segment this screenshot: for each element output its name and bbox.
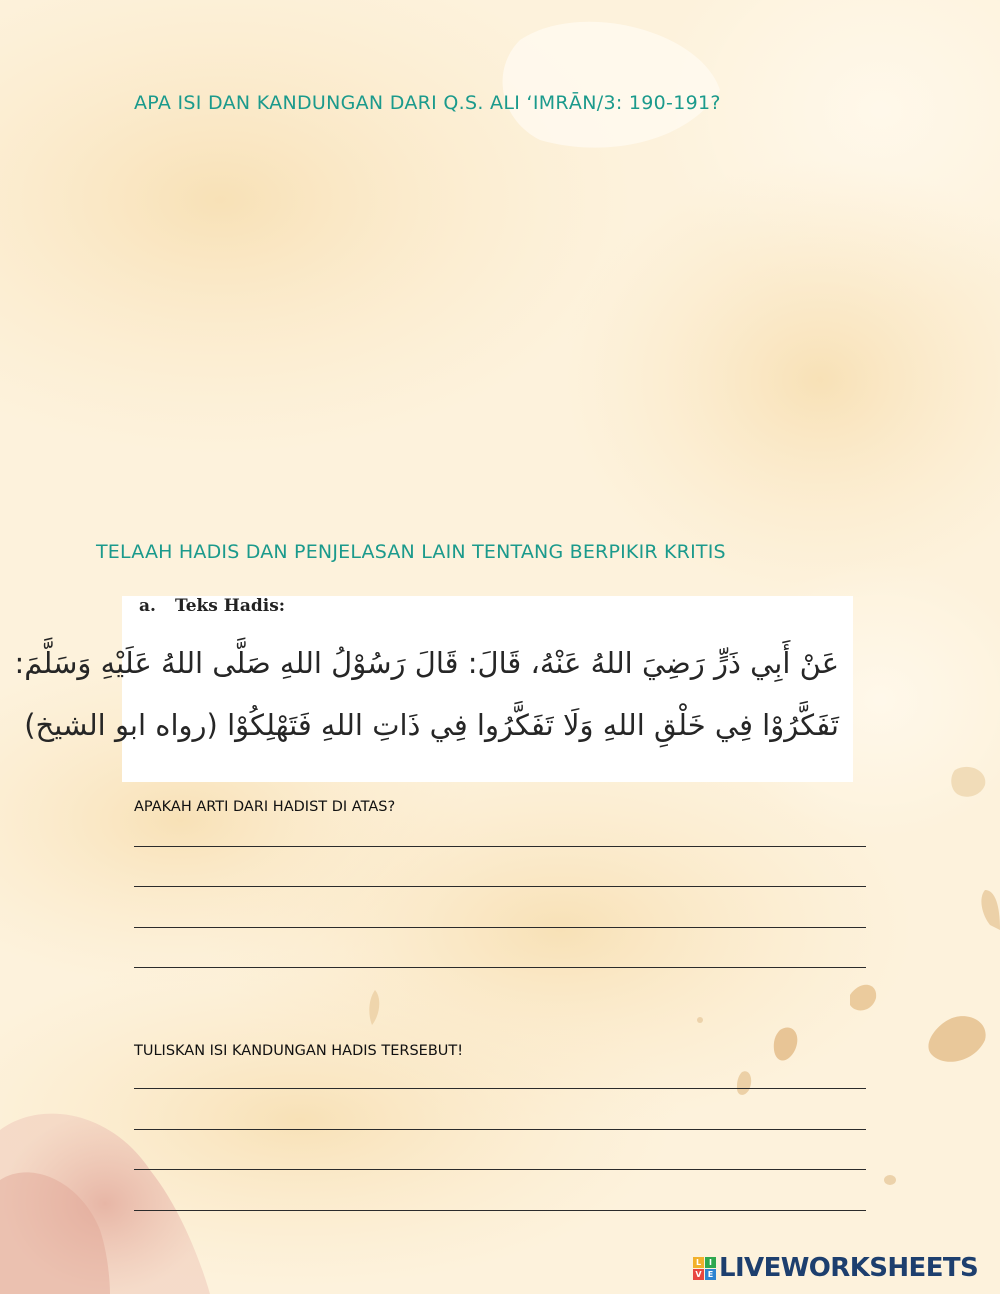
answer-kandungan-line-3[interactable] [134,1149,866,1170]
answer-arti-line-4[interactable] [134,947,866,968]
prompt-kandungan-hadis: TULISKAN ISI KANDUNGAN HADIS TERSEBUT! [134,1043,464,1059]
liveworksheets-logo-text: LIVEWORKSHEETS [719,1253,979,1283]
hadis-label-number: a. [139,596,156,616]
answer-kandungan-line-2[interactable] [134,1109,866,1130]
logo-mark-v: V [693,1269,704,1280]
hadis-arabic-line-2: تَفَكَّرُوْا فِي خَلْقِ اللهِ وَلَا تَفَكَّرُوا فِي ذَاتِ اللهِ فَتَهْلِكُوْا (رواه ابو الشيخ) [24,708,839,742]
hadis-label [139,596,285,616]
question-title: APA ISI DAN KANDUNGAN DARI Q.S. ALI ‘IMRĀN/3: 190-191? [134,92,721,114]
hadis-label-text: Teks Hadis: [175,596,286,616]
answer-arti-line-2[interactable] [134,866,866,887]
answer-arti-line-1[interactable] [134,826,866,847]
answer-kandungan-line-4[interactable] [134,1190,866,1211]
section-title: TELAAH HADIS DAN PENJELASAN LAIN TENTANG BERPIKIR KRITIS [96,541,726,563]
answer-kandungan-line-1[interactable] [134,1068,866,1089]
prompt-arti-hadis: APAKAH ARTI DARI HADIST DI ATAS? [134,799,396,815]
logo-mark-e: E [705,1269,716,1280]
hadis-text-image [14,596,853,782]
logo-mark-l: L [693,1257,704,1268]
liveworksheets-logo-icon [693,1257,716,1280]
logo-mark-i: I [705,1257,716,1268]
hadis-arabic-line-1: عَنْ أَبِي ذَرٍّ رَضِيَ اللهُ عَنْهُ، قَالَ: قَالَ رَسُوْلُ اللهِ صَلَّى اللهُ عَلَيْهِ وَسَلَّمَ: [14,646,839,680]
liveworksheets-logo [693,1254,978,1282]
answer-arti-line-3[interactable] [134,907,866,928]
